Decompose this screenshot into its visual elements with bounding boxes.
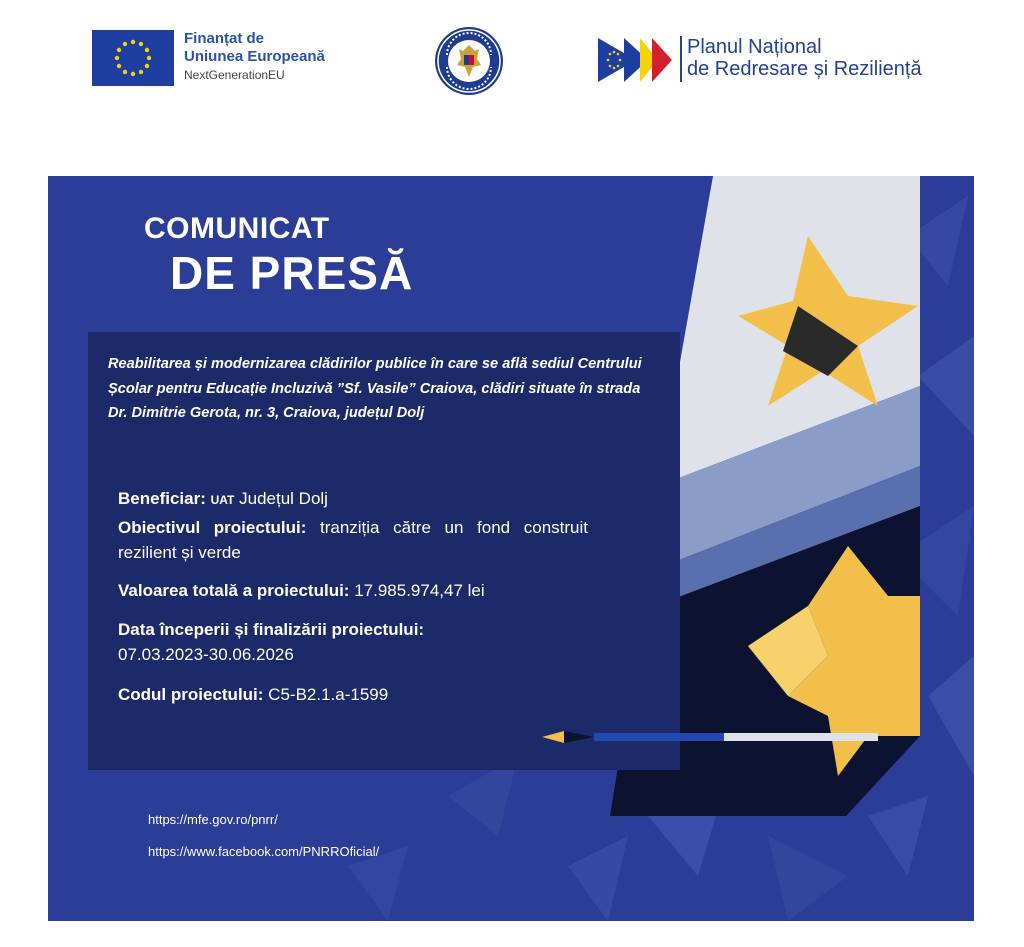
cod-value: C5-B2.1.a-1599: [268, 685, 389, 704]
beneficiar-prefix: UAT: [210, 493, 235, 507]
eu-line3: NextGenerationEU: [184, 68, 285, 82]
data-field: [118, 617, 588, 667]
project-title: Reabilitarea și modernizarea clădirilor publice în care se află sediul Centrului Școlar pentru Educație Incluzivă ”Sf. Vasile” Craiova, clădiri situate în strada Dr. Dimitrie Gerota, nr. 3, Craiova, județul Dolj: [108, 356, 642, 421]
valoare-value: 17.985.974,47 lei: [354, 581, 485, 600]
title-line1: COMUNICAT: [144, 212, 330, 245]
eu-line2: Uniunea Europeană: [184, 48, 325, 65]
obiectiv-field: [118, 515, 588, 565]
title-line2: DE PRESĂ: [170, 247, 414, 299]
project-info-box: [88, 332, 680, 770]
data-value: 07.03.2023-30.06.2026: [118, 645, 294, 664]
beneficiar-label: Beneficiar:: [118, 489, 206, 508]
links-block: [148, 804, 379, 868]
eu-line1: Finanțat de: [184, 30, 265, 47]
data-label: Data începerii și finalizării proiectului:: [118, 620, 425, 639]
facebook-link[interactable]: https://www.facebook.com/PNRROficial/: [148, 844, 380, 859]
cod-field: [118, 682, 588, 707]
pnrr-divider: [680, 36, 682, 82]
decorative-progress-bar: [542, 729, 878, 745]
beneficiar-field: [118, 486, 588, 513]
mfe-link[interactable]: https://mfe.gov.ro/pnrr/: [148, 812, 278, 827]
pnrr-line2: de Redresare și Reziliență: [687, 58, 922, 80]
press-release-poster: [48, 176, 974, 921]
obiectiv-value: tranziția către un fond construit rezilient și verde: [118, 518, 588, 562]
obiectiv-label: Obiectivul proiectului:: [118, 518, 307, 537]
guvernul-romaniei-seal-icon: [433, 25, 505, 97]
cod-label: Codul proiectului:: [118, 685, 264, 704]
beneficiar-value: Județul Dolj: [239, 489, 328, 508]
pnrr-line1: Planul Național: [687, 36, 822, 58]
valoare-field: [118, 578, 588, 603]
eu-funding-label: [184, 30, 325, 84]
valoare-label: Valoarea totală a proiectului:: [118, 581, 350, 600]
eu-flag-icon: [92, 30, 174, 86]
pnrr-label: [687, 36, 922, 80]
pnrr-logo-icon: [596, 34, 676, 86]
